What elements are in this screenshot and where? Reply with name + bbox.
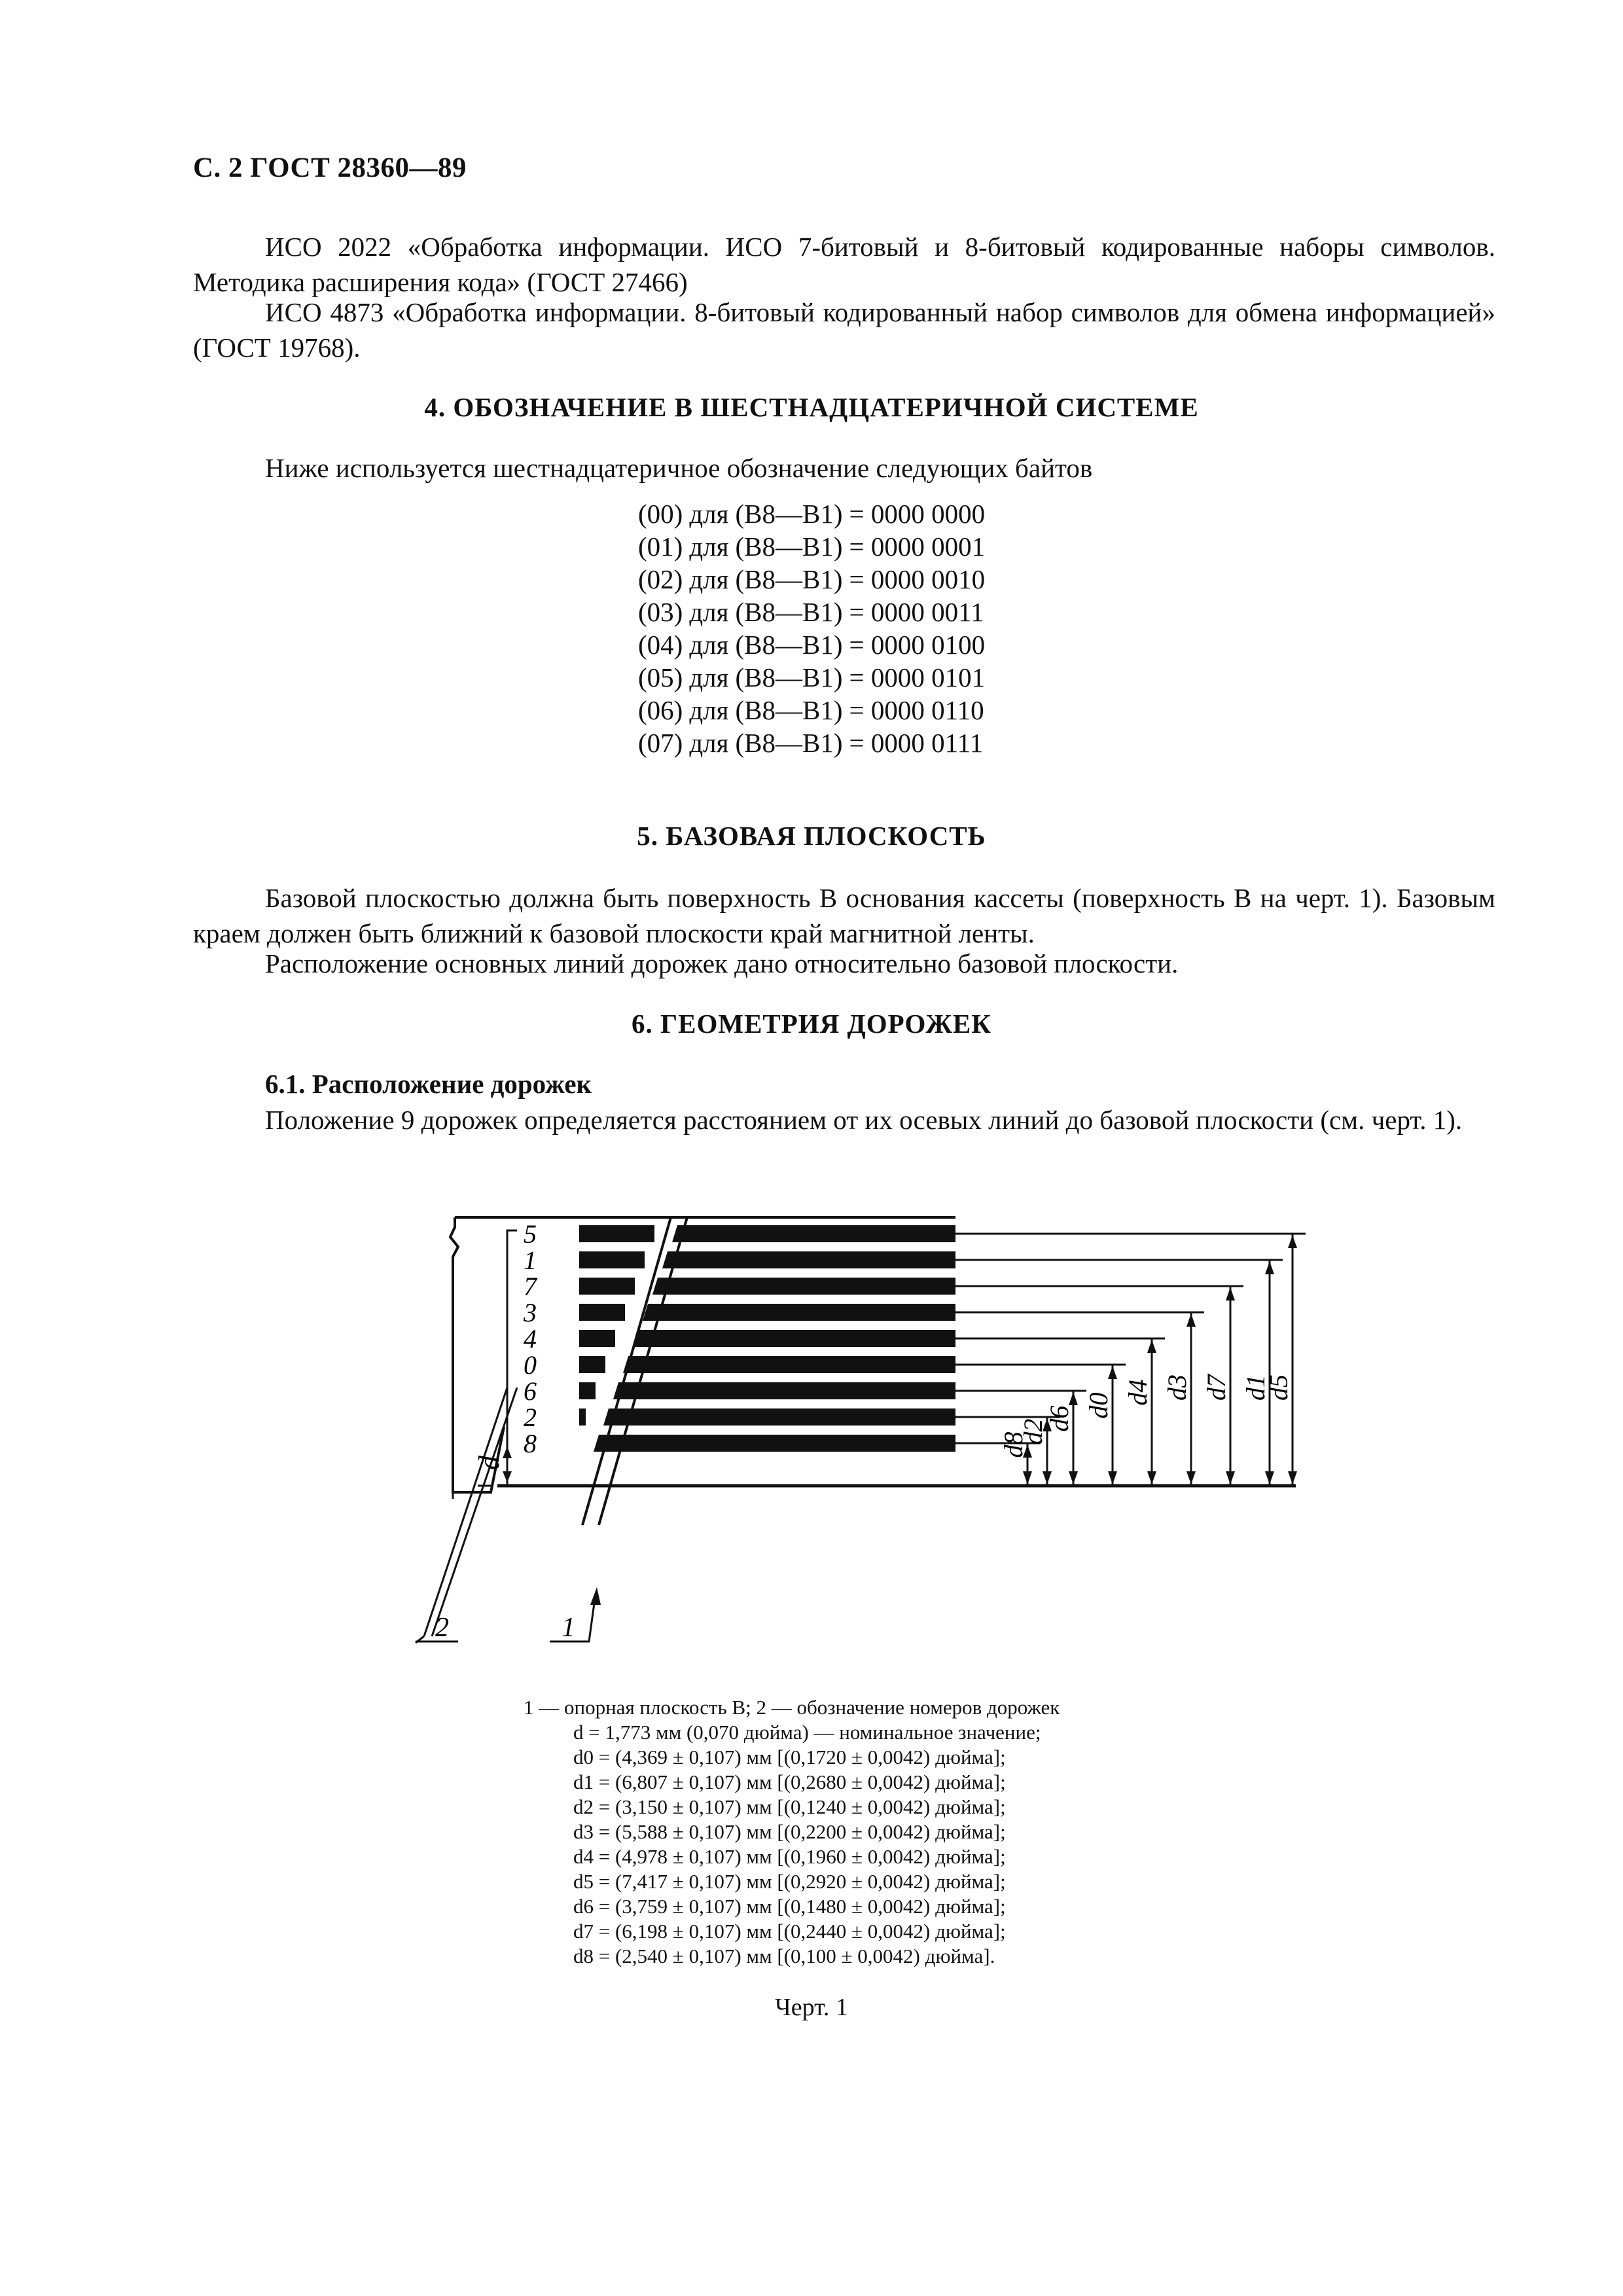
dimension-label: d3 bbox=[1162, 1374, 1192, 1401]
hex-cell-code: (02) bbox=[638, 564, 683, 594]
tracks-group bbox=[579, 1225, 955, 1452]
hex-cell-bits: (B8—B1) bbox=[735, 597, 843, 627]
track-number: 3 bbox=[524, 1298, 537, 1327]
caption-d: d = 1,773 мм (0,070 дюйма) — номинальное значение; bbox=[573, 1721, 1041, 1744]
arrow-head bbox=[1186, 1471, 1196, 1484]
caption-dimension-line: d5 = (7,417 ± 0,107) мм [(0,2920 ± 0,0042) дюйма]; bbox=[573, 1870, 1006, 1893]
arrow-head bbox=[1288, 1235, 1297, 1248]
hex-cell-val: = 0000 0111 bbox=[849, 728, 984, 758]
track-number: 1 bbox=[524, 1246, 537, 1275]
arrow-head bbox=[1069, 1392, 1078, 1405]
hex-cell-code: (06) bbox=[638, 695, 683, 725]
track-stub bbox=[579, 1356, 605, 1373]
hex-cell-bits: (B8—B1) bbox=[735, 531, 843, 562]
track-stub bbox=[579, 1251, 645, 1268]
track-geometry-drawing bbox=[0, 1191, 1623, 1689]
section-5-title: 5. БАЗОВАЯ ПЛОСКОСТЬ bbox=[637, 821, 986, 851]
caption-dimension-line: d6 = (3,759 ± 0,107) мм [(0,1480 ± 0,0042) дюйма]; bbox=[573, 1895, 1006, 1918]
hex-cell-code: (05) bbox=[638, 662, 683, 692]
figure-title: Черт. 1 bbox=[775, 1994, 848, 2021]
reference-iso-4873: ИСО 4873 «Обработка информации. 8-битовый кодированный набор символов для обмена информацией» (ГОСТ 19768). bbox=[193, 297, 1495, 363]
hex-row bbox=[638, 497, 991, 530]
arrow-head bbox=[1147, 1340, 1156, 1353]
track-number: 2 bbox=[524, 1403, 537, 1432]
track-number: 0 bbox=[524, 1350, 537, 1380]
dimension-label: d1 bbox=[1241, 1374, 1270, 1401]
hex-cell-code: (04) bbox=[638, 630, 683, 660]
track-bar bbox=[652, 1278, 955, 1295]
dimension-label: d5 bbox=[1264, 1374, 1293, 1401]
dimension-label: d8 bbox=[999, 1431, 1028, 1458]
track-bar bbox=[633, 1330, 955, 1347]
track-stub bbox=[579, 1225, 654, 1242]
hex-cell-code: (01) bbox=[638, 531, 683, 562]
hex-row bbox=[638, 694, 991, 726]
track-stub bbox=[579, 1382, 596, 1399]
hex-cell-val: = 0000 0000 bbox=[849, 499, 986, 529]
hex-cell-for: для bbox=[689, 662, 729, 692]
hex-cell-val: = 0000 0101 bbox=[849, 662, 986, 692]
caption-dimension-line: d2 = (3,150 ± 0,107) мм [(0,1240 ± 0,0042) дюйма]; bbox=[573, 1795, 1006, 1818]
dimension-label: d2 bbox=[1018, 1418, 1048, 1445]
hex-cell-bits: (B8—B1) bbox=[735, 695, 843, 725]
track-stub bbox=[579, 1330, 615, 1347]
hex-cell-code: (03) bbox=[638, 597, 683, 627]
track-bar bbox=[594, 1435, 955, 1452]
section-6-title: 6. ГЕОМЕТРИЯ ДОРОЖЕК bbox=[632, 1009, 991, 1039]
section-4-title: 4. ОБОЗНАЧЕНИЕ В ШЕСТНАДЦАТЕРИЧНОЙ СИСТЕМЕ bbox=[424, 392, 1199, 422]
d-label: d bbox=[473, 1456, 505, 1470]
hex-cell-for: для bbox=[689, 531, 729, 562]
callout-2: 2 bbox=[435, 1613, 449, 1643]
caption-dimension-line: d4 = (4,978 ± 0,107) мм [(0,1960 ± 0,0042) дюйма]; bbox=[573, 1845, 1006, 1868]
hex-cell-bits: (B8—B1) bbox=[735, 499, 843, 529]
arrow-head bbox=[1186, 1314, 1196, 1327]
hex-row bbox=[638, 530, 991, 563]
track-bar bbox=[672, 1225, 955, 1242]
reference-iso-2022: ИСО 2022 «Обработка информации. ИСО 7-битовый и 8-битовый кодированные наборы символов. Методика расширения кода» (ГОСТ 27466) bbox=[193, 232, 1495, 297]
track-bar bbox=[603, 1408, 955, 1426]
hex-cell-val: = 0000 0010 bbox=[849, 564, 986, 594]
hex-cell-for: для bbox=[689, 728, 729, 758]
arrow-head bbox=[1226, 1287, 1235, 1300]
section-5-paragraph-2: Расположение основных линий дорожек дано относительно базовой плоскости. bbox=[265, 948, 1179, 978]
track-stub bbox=[579, 1304, 625, 1321]
section-4-intro: Ниже используется шестнадцатеричное обозначение следующих байтов bbox=[265, 453, 1093, 483]
hex-cell-for: для bbox=[689, 499, 729, 529]
dimension-lines-group bbox=[955, 1234, 1306, 1486]
section-5-paragraph-1: Базовой плоскостью должна быть поверхность B основания кассеты (поверхность B на черт. 1). Базовым краем должен быть ближний к базовой плоскости край магнитной ленты. bbox=[193, 883, 1495, 948]
arrow-head bbox=[1023, 1471, 1032, 1484]
track-number: 4 bbox=[524, 1324, 537, 1354]
caption-dimension-line: d8 = (2,540 ± 0,107) мм [(0,100 ± 0,0042) дюйма]. bbox=[573, 1945, 995, 1967]
caption-dimension-line: d0 = (4,369 ± 0,107) мм [(0,1720 ± 0,0042) дюйма]; bbox=[573, 1746, 1006, 1768]
track-number: 8 bbox=[524, 1429, 537, 1458]
arrow-head bbox=[1288, 1471, 1297, 1484]
dimension-label: d4 bbox=[1123, 1379, 1152, 1406]
hex-row bbox=[638, 563, 991, 596]
arrow-head bbox=[1226, 1471, 1235, 1484]
arrow-head bbox=[1043, 1471, 1052, 1484]
arrow-head bbox=[1069, 1471, 1078, 1484]
track-number: 5 bbox=[524, 1219, 537, 1249]
hex-cell-bits: (B8—B1) bbox=[735, 564, 843, 594]
hex-cell-for: для bbox=[689, 630, 729, 660]
hex-cell-for: для bbox=[689, 597, 729, 627]
hex-cell-code: (07) bbox=[638, 728, 683, 758]
hex-notation-table bbox=[638, 497, 991, 759]
dimension-label: d6 bbox=[1044, 1405, 1074, 1432]
track-bar bbox=[613, 1382, 955, 1399]
track-bar bbox=[643, 1304, 955, 1321]
track-numbers-group bbox=[523, 1219, 538, 1458]
track-stub bbox=[579, 1278, 635, 1295]
dimension-label: d7 bbox=[1202, 1374, 1231, 1401]
track-number: 7 bbox=[524, 1272, 537, 1301]
caption-dimension-line: d1 = (6,807 ± 0,107) мм [(0,2680 ± 0,0042) дюйма]; bbox=[573, 1770, 1006, 1793]
section-6-1-subtitle: 6.1. Расположение дорожек bbox=[265, 1069, 592, 1099]
hex-row bbox=[638, 628, 991, 661]
hex-cell-for: для bbox=[689, 564, 729, 594]
arrow-head bbox=[1265, 1471, 1274, 1484]
arrow-head bbox=[1108, 1366, 1117, 1379]
arrow-head bbox=[1108, 1471, 1117, 1484]
track-stub bbox=[579, 1408, 586, 1426]
caption-dimension-line: d7 = (6,198 ± 0,107) мм [(0,2440 ± 0,0042) дюйма]; bbox=[573, 1920, 1006, 1943]
hex-cell-bits: (B8—B1) bbox=[735, 728, 843, 758]
page-header: С. 2 ГОСТ 28360—89 bbox=[193, 152, 467, 183]
hex-row bbox=[638, 726, 991, 759]
caption-legend: 1 — опорная плоскость B; 2 — обозначение номеров дорожек bbox=[524, 1696, 1060, 1719]
callout-1: 1 bbox=[562, 1613, 575, 1643]
hex-row bbox=[638, 596, 991, 628]
arrow-head bbox=[1265, 1261, 1274, 1274]
arrow-head bbox=[1147, 1471, 1156, 1484]
section-6-1-paragraph: Положение 9 дорожек определяется расстоянием от их осевых линий до базовой плоскости (см. черт. 1). bbox=[265, 1105, 1463, 1135]
hex-row bbox=[638, 661, 991, 694]
hex-cell-val: = 0000 0001 bbox=[849, 531, 986, 562]
dimension-label: d0 bbox=[1084, 1392, 1113, 1419]
track-bar bbox=[623, 1356, 955, 1373]
hex-cell-val: = 0000 0110 bbox=[849, 695, 984, 725]
hex-cell-bits: (B8—B1) bbox=[735, 662, 843, 692]
track-bar bbox=[662, 1251, 955, 1268]
track-number: 6 bbox=[524, 1376, 537, 1406]
hex-cell-val: = 0000 0100 bbox=[849, 630, 986, 660]
hex-cell-val: = 0000 0011 bbox=[849, 597, 984, 627]
hex-cell-bits: (B8—B1) bbox=[735, 630, 843, 660]
hex-cell-for: для bbox=[689, 695, 729, 725]
hex-cell-code: (00) bbox=[638, 499, 683, 529]
caption-dimension-line: d3 = (5,588 ± 0,107) мм [(0,2200 ± 0,0042) дюйма]; bbox=[573, 1820, 1006, 1843]
